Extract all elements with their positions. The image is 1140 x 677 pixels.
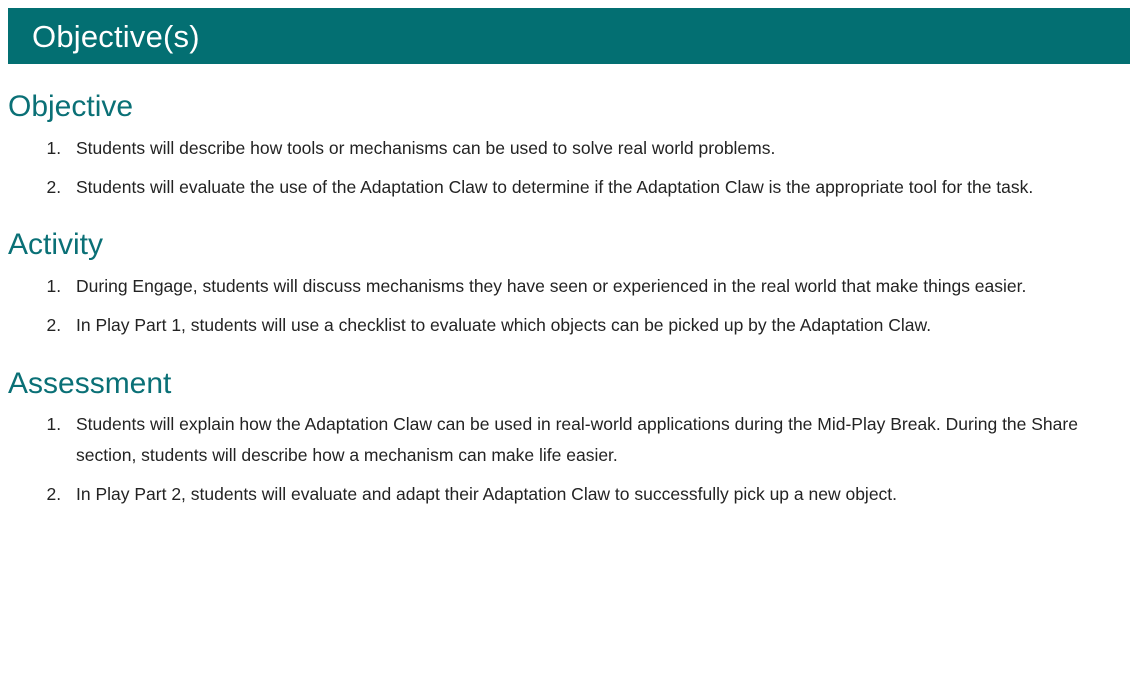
page-title: Objective(s) <box>32 18 200 54</box>
lesson-objectives-page <box>0 8 1140 510</box>
list-item: 1. During Engage, students will discuss mechanisms they have seen or experienced in the real world that make things easier. <box>66 271 1126 301</box>
page-banner <box>8 8 1130 64</box>
list-item: 1. Students will describe how tools or mechanisms can be used to solve real world problems. <box>66 133 1126 163</box>
section-heading-activity: Activity <box>8 228 104 262</box>
objective-list <box>8 133 1126 203</box>
assessment-list <box>8 409 1126 509</box>
list-item: 2. In Play Part 2, students will evaluate and adapt their Adaptation Claw to successfully pick up a new object. <box>66 479 1126 509</box>
section-heading-assessment: Assessment <box>8 366 172 400</box>
section-assessment <box>8 367 1126 510</box>
page-content <box>0 90 1140 510</box>
list-item: 2. In Play Part 1, students will use a checklist to evaluate which objects can be picked up by the Adaptation Claw. <box>66 310 1126 340</box>
list-item: 1. Students will explain how the Adaptation Claw can be used in real-world applications during the Mid-Play Break. During the Share section, students will describe how a mechanism can make life easier. <box>66 409 1126 470</box>
section-heading-objective: Objective <box>8 90 134 123</box>
section-objective <box>8 90 1126 202</box>
activity-list <box>8 271 1126 341</box>
section-activity <box>8 228 1126 340</box>
list-item: 2. Students will evaluate the use of the Adaptation Claw to determine if the Adaptation Claw is the appropriate tool for the task. <box>66 172 1126 202</box>
